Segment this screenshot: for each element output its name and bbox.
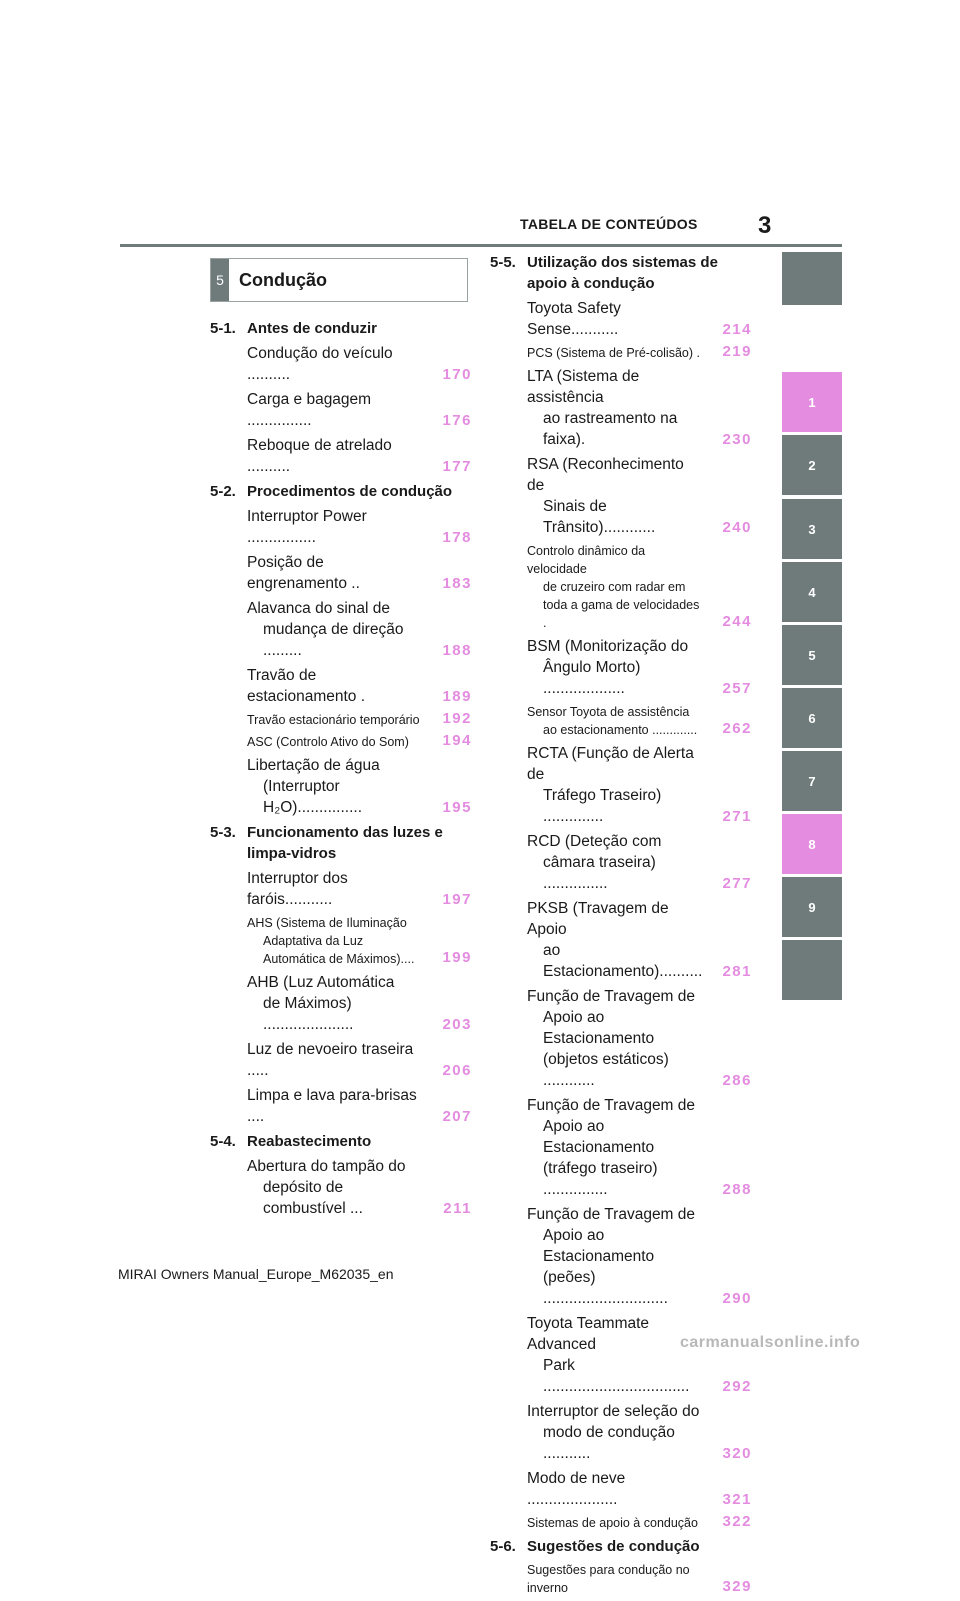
entry-page-link[interactable]: 290 xyxy=(722,1290,752,1307)
entry-text: Toyota Safety Sense........... xyxy=(527,300,621,338)
toc-section xyxy=(210,318,472,339)
entry-text: Libertação de água xyxy=(247,757,380,774)
entry-text: Função de Travagem de xyxy=(527,1206,696,1223)
entry-text: Toyota Teammate Advanced xyxy=(527,1315,650,1353)
toc-entry[interactable] xyxy=(247,914,472,968)
toc-entry[interactable] xyxy=(527,542,752,632)
header-divider xyxy=(120,244,842,247)
chapter-tab-8[interactable]: 8 xyxy=(782,814,842,874)
entry-text: RCD (Deteção com xyxy=(527,833,662,850)
section-title: Utilização dos sistemas de apoio à condução xyxy=(527,254,718,292)
toc-entry[interactable] xyxy=(527,1313,752,1397)
toc-entry[interactable] xyxy=(247,598,472,661)
entry-page-link[interactable]: 329 xyxy=(722,1578,752,1595)
toc-entry[interactable] xyxy=(247,1156,472,1219)
toc-entry[interactable] xyxy=(527,636,752,699)
chapter-tab-2[interactable]: 2 xyxy=(782,435,842,495)
entry-text: BSM (Monitorização do xyxy=(527,638,689,655)
entry-text: PKSB (Travagem de Apoio xyxy=(527,900,669,938)
toc-entry[interactable] xyxy=(527,1204,752,1309)
entry-text-line3: toda a gama de velocidades . xyxy=(543,598,700,630)
entry-text: Carga e bagagem ............... xyxy=(247,391,372,429)
entry-text-line2: depósito de combustível ... xyxy=(263,1179,363,1217)
toc-entry[interactable] xyxy=(527,1401,752,1464)
entry-text-line2: Park .................................. xyxy=(543,1357,690,1395)
entry-page-link[interactable]: 170 xyxy=(442,366,472,383)
entry-page-link[interactable]: 194 xyxy=(442,732,472,749)
entry-text-line2: Ângulo Morto) ................... xyxy=(543,659,641,697)
entry-page-link[interactable]: 178 xyxy=(442,529,472,546)
header-title: TABELA DE CONTEÚDOS xyxy=(520,216,698,232)
entry-text: Controlo dinâmico da velocidade xyxy=(527,544,646,576)
entry-page-link[interactable]: 292 xyxy=(722,1378,752,1395)
entry-text: Sensor Toyota de assistência xyxy=(527,705,690,719)
entry-page-link[interactable]: 281 xyxy=(722,963,752,980)
section-number: 5-6. xyxy=(490,1538,516,1555)
entry-page-link[interactable]: 219 xyxy=(722,343,752,360)
entry-text: Interruptor de seleção do xyxy=(527,1403,700,1420)
toc-entry[interactable] xyxy=(247,972,472,1035)
toc-entry[interactable] xyxy=(527,344,752,362)
entry-page-link[interactable]: 286 xyxy=(722,1072,752,1089)
entry-page-link[interactable]: 188 xyxy=(442,642,472,659)
chapter-tab-blank[interactable] xyxy=(782,252,842,305)
toc-left-column xyxy=(210,318,472,1223)
entry-text-line2: de Máximos) ..................... xyxy=(263,995,354,1033)
chapter-heading xyxy=(210,258,468,302)
section-title: Sugestões de condução xyxy=(527,1538,700,1555)
entry-text-line2: câmara traseira) ............... xyxy=(543,854,656,892)
section-title: Procedimentos de condução xyxy=(247,483,453,500)
toc-entry[interactable] xyxy=(527,986,752,1091)
entry-page-link[interactable]: 230 xyxy=(722,431,752,448)
entry-text: Sugestões para condução no inverno xyxy=(527,1563,690,1595)
toc-entry[interactable] xyxy=(247,506,472,548)
footer-text: MIRAI Owners Manual_Europe_M62035_en xyxy=(118,1266,394,1282)
entry-text-line3: (peões) ............................. xyxy=(543,1269,668,1307)
entry-page-link[interactable]: 240 xyxy=(722,519,752,536)
section-title: Reabastecimento xyxy=(247,1133,372,1150)
entry-text-line2: Adaptativa da Luz xyxy=(263,934,364,948)
entry-text: PCS (Sistema de Pré-colisão) . xyxy=(527,346,700,360)
section-number: 5-1. xyxy=(210,320,236,337)
entry-text: AHB (Luz Automática xyxy=(247,974,395,991)
toc-entry[interactable] xyxy=(527,743,752,827)
entry-text-line2: Tráfego Traseiro) .............. xyxy=(543,787,662,825)
section-title: Funcionamento das luzes e limpa-vidros xyxy=(247,824,443,862)
toc-entry[interactable] xyxy=(527,1561,752,1597)
toc-entry[interactable] xyxy=(247,1039,472,1081)
entry-text: Função de Travagem de xyxy=(527,988,696,1005)
chapter-tab-3[interactable]: 3 xyxy=(782,499,842,559)
entry-page-link[interactable]: 288 xyxy=(722,1181,752,1198)
chapter-tab-6[interactable]: 6 xyxy=(782,688,842,748)
entry-page-link[interactable]: 176 xyxy=(442,412,472,429)
toc-entry[interactable] xyxy=(527,366,752,450)
entry-page-link[interactable]: 277 xyxy=(722,875,752,892)
chapter-tab-5[interactable]: 5 xyxy=(782,625,842,685)
entry-text-line2: (Interruptor H₂O)............... xyxy=(263,778,363,816)
entry-text: Sistemas de apoio à condução xyxy=(527,1516,698,1530)
toc-section xyxy=(210,481,472,502)
chapter-tab-1[interactable]: 1 xyxy=(782,372,842,432)
entry-text: AHS (Sistema de Iluminação xyxy=(247,916,407,930)
entry-text: Limpa e lava para-brisas .... xyxy=(247,1087,417,1125)
entry-text-line2: ao estacionamento ............. xyxy=(543,723,698,737)
section-title: Antes de conduzir xyxy=(247,320,378,337)
toc-entry[interactable] xyxy=(527,1514,752,1532)
entry-page-link[interactable]: 177 xyxy=(442,458,472,475)
toc-entry[interactable] xyxy=(247,755,472,818)
toc-entry[interactable] xyxy=(527,1095,752,1200)
toc-right-column xyxy=(490,252,752,1601)
entry-text-line2: Apoio ao Estacionamento xyxy=(543,1227,655,1265)
entry-page-link[interactable]: 192 xyxy=(442,710,472,727)
entry-page-link[interactable]: 195 xyxy=(442,799,472,816)
entry-page-link[interactable]: 211 xyxy=(443,1200,472,1217)
entry-text: Interruptor Power ................ xyxy=(247,508,367,546)
entry-text-line3: (tráfego traseiro) ............... xyxy=(543,1160,658,1198)
chapter-tab-blank[interactable] xyxy=(782,940,842,1000)
entry-text: Condução do veículo .......... xyxy=(247,345,393,383)
entry-text: Travão de estacionamento . xyxy=(247,667,366,705)
toc-section xyxy=(210,1131,472,1152)
entry-text: Interruptor dos faróis........... xyxy=(247,870,348,908)
entry-text: Função de Travagem de xyxy=(527,1097,696,1114)
toc-entry[interactable] xyxy=(247,552,472,594)
entry-text-line2: ao Estacionamento).......... xyxy=(543,942,703,980)
toc-section xyxy=(210,822,472,864)
watermark: carmanualsonline.info xyxy=(680,1334,861,1351)
entry-page-link[interactable]: 244 xyxy=(722,613,752,630)
section-number: 5-4. xyxy=(210,1133,236,1150)
entry-text: ASC (Controlo Ativo do Som) xyxy=(247,735,409,749)
toc-section xyxy=(490,1536,752,1557)
toc-entry[interactable] xyxy=(247,389,472,431)
entry-text: Posição de engrenamento .. xyxy=(247,554,360,592)
toc-entry[interactable] xyxy=(247,868,472,910)
toc-entry[interactable] xyxy=(247,711,472,729)
chapter-number: 5 xyxy=(211,259,229,301)
entry-text: LTA (Sistema de assistência xyxy=(527,368,640,406)
entry-text-line2: Sinais de Trânsito)............ xyxy=(543,498,656,536)
toc-entry[interactable] xyxy=(527,898,752,982)
entry-page-link[interactable]: 262 xyxy=(722,720,752,737)
chapter-tab-9[interactable]: 9 xyxy=(782,877,842,937)
toc-entry[interactable] xyxy=(247,665,472,707)
entry-page-link[interactable]: 197 xyxy=(442,891,472,908)
section-number: 5-3. xyxy=(210,824,236,841)
toc-entry[interactable] xyxy=(527,703,752,739)
toc-entry[interactable] xyxy=(527,298,752,340)
entry-page-link[interactable]: 322 xyxy=(722,1513,752,1530)
chapter-tab-7[interactable]: 7 xyxy=(782,751,842,811)
entry-text: Modo de neve ..................... xyxy=(527,1470,626,1508)
page-number: 3 xyxy=(758,212,772,239)
section-number: 5-5. xyxy=(490,254,516,271)
entry-text-line3: Automática de Máximos).... xyxy=(263,952,415,966)
toc-entry[interactable] xyxy=(247,733,472,751)
entry-page-link[interactable]: 207 xyxy=(442,1108,472,1125)
toc-section xyxy=(490,252,752,294)
entry-text-line2: Apoio ao Estacionamento xyxy=(543,1118,655,1156)
toc-entry[interactable] xyxy=(527,831,752,894)
entry-text-line3: (objetos estáticos) ............ xyxy=(543,1051,669,1089)
entry-page-link[interactable]: 189 xyxy=(442,688,472,705)
toc-entry[interactable] xyxy=(247,435,472,477)
entry-page-link[interactable]: 203 xyxy=(442,1016,472,1033)
toc-entry[interactable] xyxy=(527,1468,752,1510)
entry-text: Travão estacionário temporário xyxy=(247,713,420,727)
entry-text: Reboque de atrelado .......... xyxy=(247,437,392,475)
entry-text: RSA (Reconhecimento de xyxy=(527,456,684,494)
entry-page-link[interactable]: 199 xyxy=(442,949,472,966)
chapter-tab-4[interactable]: 4 xyxy=(782,562,842,622)
entry-text-line2: Apoio ao Estacionamento xyxy=(543,1009,655,1047)
toc-entry[interactable] xyxy=(527,454,752,538)
entry-text-line2: modo de condução ........... xyxy=(543,1424,675,1462)
entry-text: Alavanca do sinal de xyxy=(247,600,391,617)
entry-text: RCTA (Função de Alerta de xyxy=(527,745,694,783)
entry-page-link[interactable]: 321 xyxy=(722,1491,752,1508)
entry-text-line2: mudança de direção ......... xyxy=(263,621,404,659)
entry-text: Abertura do tampão do xyxy=(247,1158,406,1175)
entry-page-link[interactable]: 214 xyxy=(722,321,752,338)
entry-text-line2: de cruzeiro com radar em xyxy=(543,580,686,594)
entry-text: Luz de nevoeiro traseira ..... xyxy=(247,1041,414,1079)
entry-page-link[interactable]: 320 xyxy=(722,1445,752,1462)
entry-page-link[interactable]: 206 xyxy=(442,1062,472,1079)
entry-page-link[interactable]: 257 xyxy=(722,680,752,697)
toc-entry[interactable] xyxy=(247,343,472,385)
entry-text-line2: ao rastreamento na faixa). xyxy=(543,410,678,448)
entry-page-link[interactable]: 183 xyxy=(442,575,472,592)
toc-entry[interactable] xyxy=(247,1085,472,1127)
entry-page-link[interactable]: 271 xyxy=(722,808,752,825)
chapter-title: Condução xyxy=(239,269,327,290)
section-number: 5-2. xyxy=(210,483,236,500)
